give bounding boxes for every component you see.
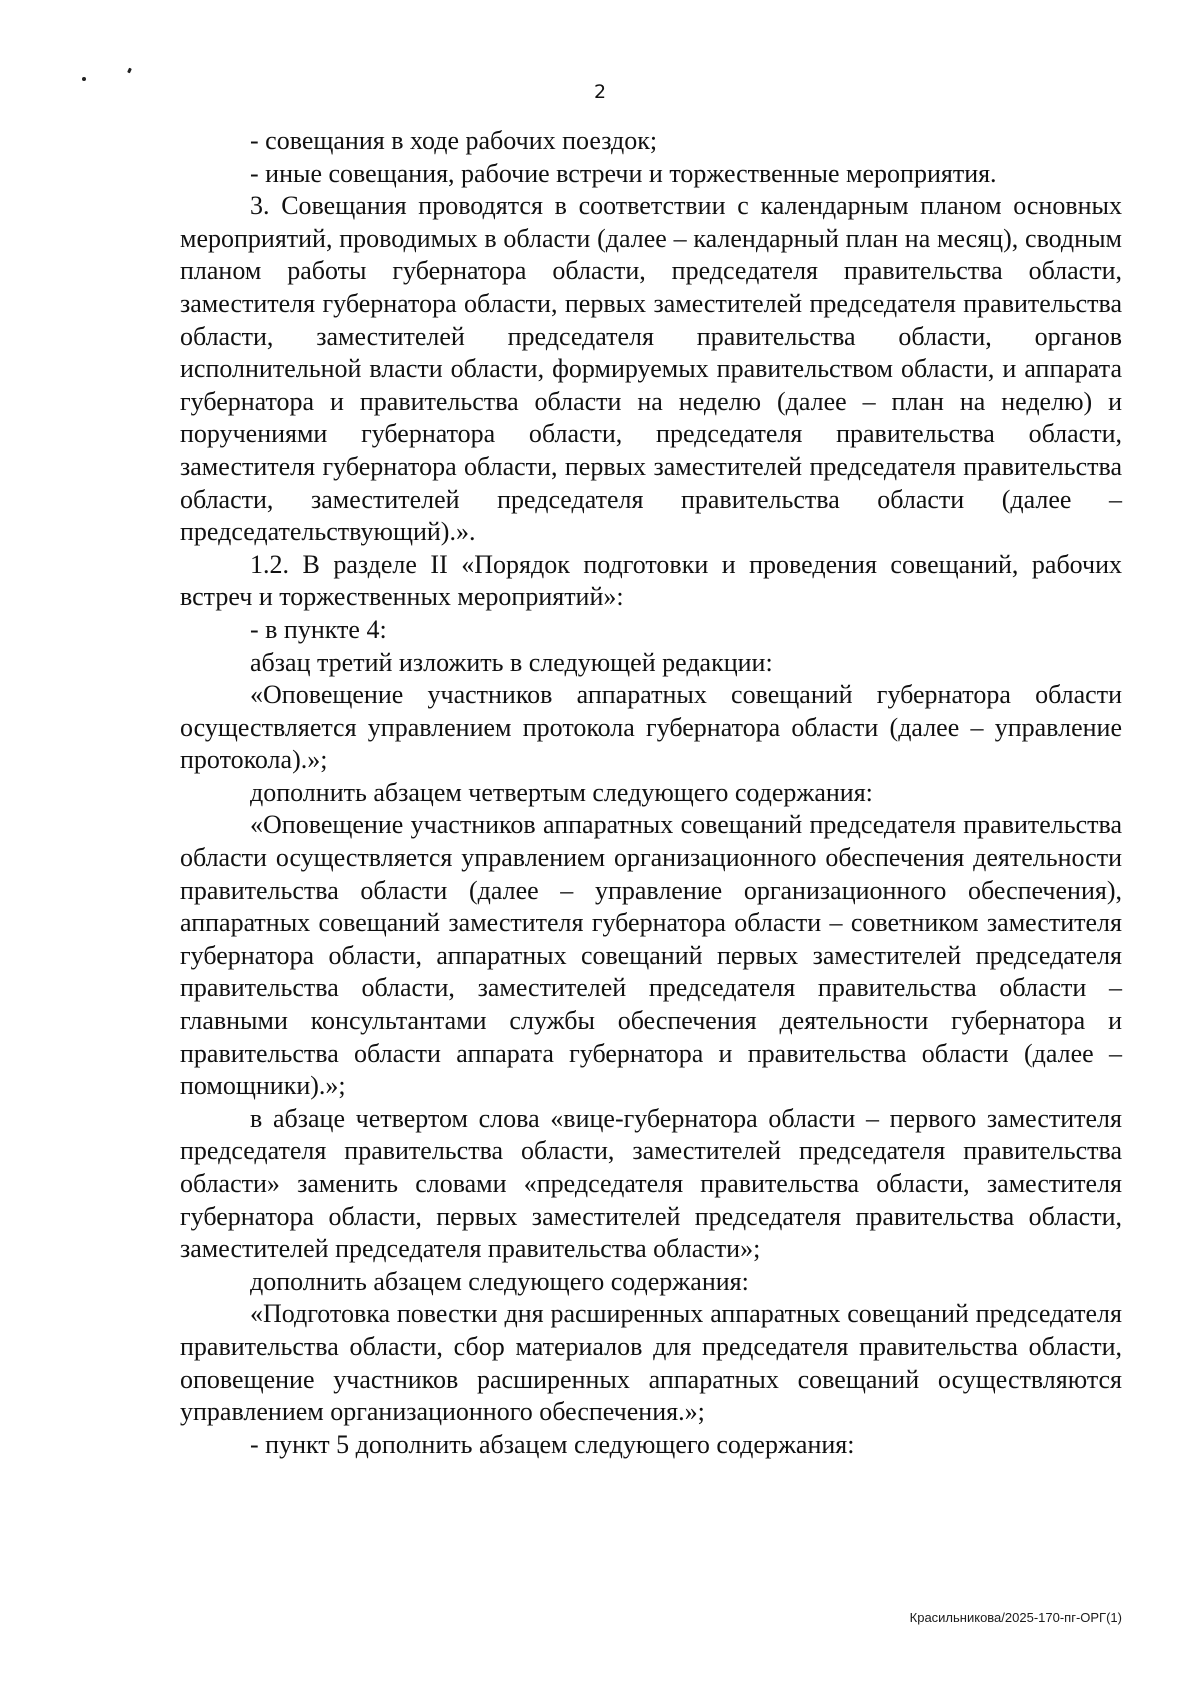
paragraph: 1.2. В разделе II «Порядок подготовки и проведения совещаний, рабочих встреч и торжественных мероприятий»: — [180, 549, 1122, 612]
page-number: 2 — [593, 81, 607, 103]
paragraph: 3. Совещания проводятся в соответствии с календарным планом основных мероприятий, проводимых в области (далее – календарный план на месяц), сводным планом работы губернатора области, председателя правительства области, заместителя губернатора области, первых заместителей председателя правительства области, заместителей председателя правительства области, органов исполнительной власти области, формируемых правительством области, и аппарата губернатора и правительства области на неделю (далее – план на неделю) и поручениями губернатора области, председателя правительства области, заместителя губернатора области, первых заместителей председателя правительства области, заместителей председателя правительства области (далее – председательствующий).». — [180, 191, 1122, 547]
paragraph: абзац третий изложить в следующей редакции: — [250, 647, 773, 677]
paragraph: в абзаце четвертом слова «вице-губернатора области – первого заместителя председателя правительства области, заместителей председателя правительства области» заменить словами «председателя правительства области, заместителя губернатора области, первых заместителей председателя правительства области, заместителей председателя правительства области»; — [180, 1103, 1122, 1264]
document-body — [180, 125, 1122, 1461]
paragraph: «Подготовка повестки дня расширенных аппаратных совещаний председателя правительства области, сбор материалов для председателя правительства области, оповещение участников расширенных аппаратных совещаний осуществляются управлением организационного обеспечения.»; — [180, 1299, 1122, 1427]
paragraph: - пункт 5 дополнить абзацем следующего содержания: — [250, 1429, 855, 1459]
scan-speck — [127, 68, 132, 74]
paragraph: дополнить абзацем четвертым следующего содержания: — [250, 777, 873, 807]
paragraph: «Оповещение участников аппаратных совещаний председателя правительства области осуществляется управлением организационного обеспечения деятельности правительства области (далее – управление организационного обеспечения), аппаратных совещаний заместителя губернатора области – советником заместителя губернатора области, аппаратных совещаний первых заместителей председателя правительства области, заместителей председателя правительства области – главными консультантами службы обеспечения деятельности губернатора и правительства области аппарата губернатора и правительства области (далее – помощники).»; — [180, 810, 1122, 1101]
paragraph: - иные совещания, рабочие встречи и торжественные мероприятия. — [250, 158, 997, 188]
paragraph: - совещания в ходе рабочих поездок; — [250, 126, 658, 155]
executor-reference: Красильникова/2025-170-пг-ОРГ(1) — [909, 1610, 1122, 1625]
paragraph: дополнить абзацем следующего содержания: — [250, 1266, 749, 1296]
paragraph: - в пункте 4: — [250, 614, 387, 644]
paragraph: «Оповещение участников аппаратных совещаний губернатора области осуществляется управлением протокола губернатора области (далее – управление протокола).»; — [180, 680, 1122, 775]
